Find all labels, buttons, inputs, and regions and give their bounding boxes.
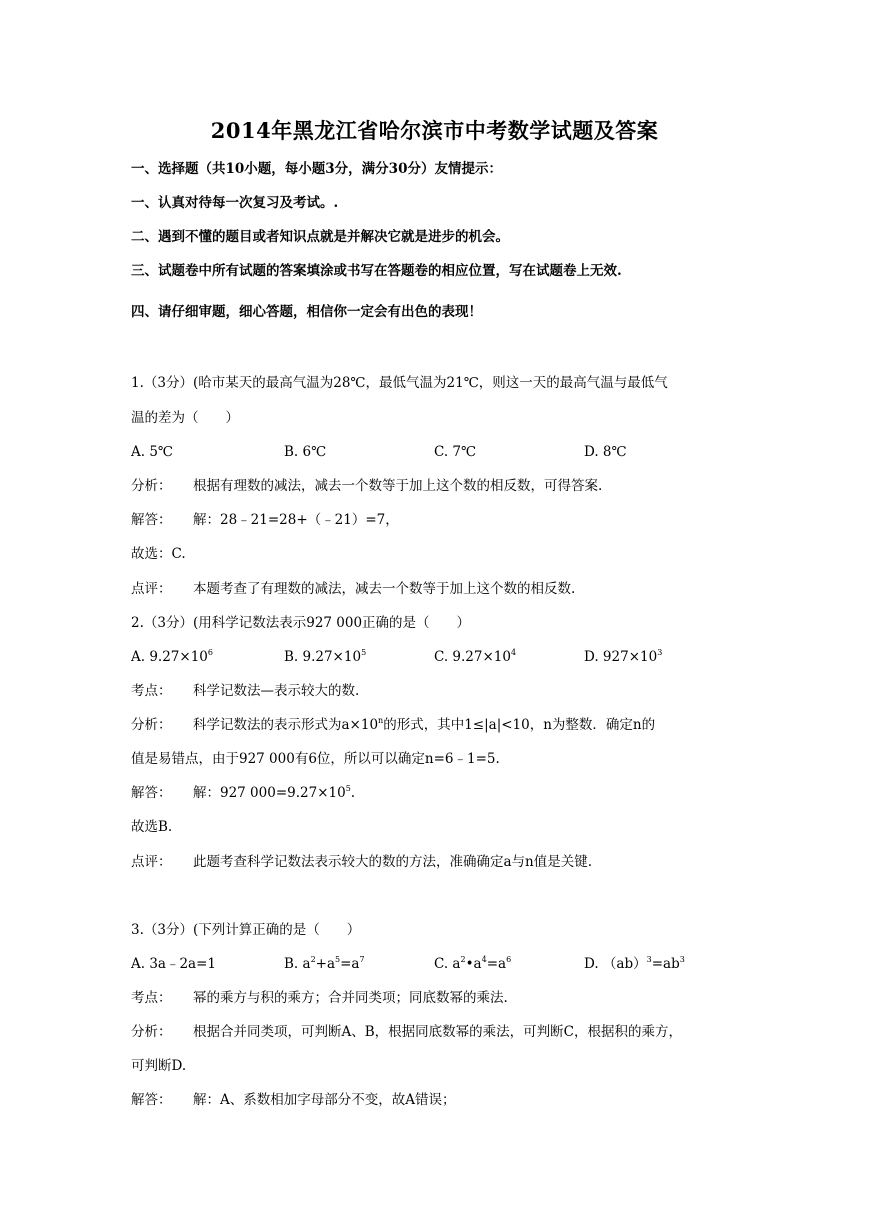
point-text: 科学记数法—表示较大的数. [193, 683, 360, 699]
q1-stem-line2: 温的差为（ ） [131, 410, 239, 426]
tip-4: 四、请仔细审题，细心答题，相信你一定会有出色的表现！ [131, 304, 482, 320]
q2-choice: 故选B. [131, 819, 173, 835]
q1-solution [131, 511, 399, 529]
solution-text: 解：28﹣21=28+（﹣21）=7， [193, 512, 399, 528]
q3-point [131, 989, 508, 1007]
q2-option-a: A. $9.27\times 10^6$ [131, 648, 213, 665]
q1-review [131, 580, 575, 598]
q3-option-d: D. $(ab)^3=ab^3$ [584, 955, 685, 972]
q3-option-a: A. 3a﹣2a=1 [131, 956, 217, 972]
q1-analysis [131, 477, 602, 495]
solution-label: 解答： [131, 512, 172, 528]
q2-option-c: C. $9.27\times 10^4$ [434, 648, 517, 665]
solution-label: 解答： [131, 785, 172, 801]
q3-option-c: C. $a^2•a^4=a^6$ [434, 955, 512, 972]
q2-analysis-line2: 值是易错点，由于927 000有6位，所以可以确定n=6﹣1=5. [131, 751, 500, 767]
q1-option-c: C. 7℃ [434, 444, 477, 460]
q3-analysis-line2: 可判断D. [131, 1058, 187, 1074]
review-text: 此题考查科学记数法表示较大的数的方法，准确确定a与n值是关键. [193, 854, 593, 870]
q3-solution: 解答： 解：A、系数相加字母部分不变，故A错误； [131, 1092, 456, 1108]
q1-option-a: A. 5℃ [131, 444, 174, 460]
point-label: 考点： [131, 990, 172, 1006]
document-title: 2014年黑龙江省哈尔滨市中考数学试题及答案 [210, 118, 659, 143]
review-text: 本题考查了有理数的减法，减去一个数等于加上这个数的相反数. [193, 581, 576, 597]
analysis-label: 分析： [131, 717, 172, 733]
q2-stem: 2.（3分）(用科学记数法表示927 000正确的是（ ） [131, 615, 471, 631]
q3-stem: 3.（3分）(下列计算正确的是（ ） [131, 922, 361, 938]
solution-label: 解答： [131, 1092, 172, 1108]
section-heading: 一、选择题（共10小题，每小题3分，满分30分）友情提示： [131, 161, 502, 177]
q2-review [131, 853, 592, 871]
tip-1: 一、认真对待每一次复习及考试。. [131, 195, 339, 211]
tip-2: 二、遇到不懂的题目或者知识点就是并解决它就是进步的机会。 [131, 229, 509, 245]
q2-option-d: D. $927\times 10^3$ [584, 648, 663, 665]
q3-option-b: B. $a^2+a^5=a^7$ [284, 955, 365, 972]
tip-3: 三、试题卷中所有试题的答案填涂或书写在答题卷的相应位置，写在试题卷上无效. [131, 263, 622, 279]
analysis-label: 分析： [131, 1024, 172, 1040]
q2-option-b: B. $9.27\times 10^5$ [284, 648, 367, 665]
q2-solution: 解答： 解：927 $000=9.27\times 10^5$. [131, 784, 356, 801]
q3-analysis-line1: 分析： 根据合并同类项，可判断A、B，根据同底数幂的乘法，可判断C，根据积的乘方， [131, 1024, 682, 1040]
q1-stem-line1: 1.（3分）(哈市某天的最高气温为28℃，最低气温为21℃，则这一天的最高气温与最低气 [131, 375, 668, 391]
point-text: 幂的乘方与积的乘方；合并同类项；同底数幂的乘法. [193, 990, 508, 1006]
review-label: 点评： [131, 581, 172, 597]
q1-option-d: D. 8℃ [584, 444, 627, 460]
analysis-text: 根据有理数的减法，减去一个数等于加上这个数的相反数，可得答案. [193, 478, 603, 494]
analysis-label: 分析： [131, 478, 172, 494]
q2-point [131, 682, 359, 700]
q1-choice: 故选：C. [131, 546, 186, 562]
q1-option-b: B. 6℃ [284, 444, 327, 460]
q2-analysis-line1: 分析： 科学记数法的表示形式为$a\times 10^n$的形式，其中1≤|a|<10，n为整数．确定n的 [131, 716, 656, 733]
point-label: 考点： [131, 683, 172, 699]
review-label: 点评： [131, 854, 172, 870]
